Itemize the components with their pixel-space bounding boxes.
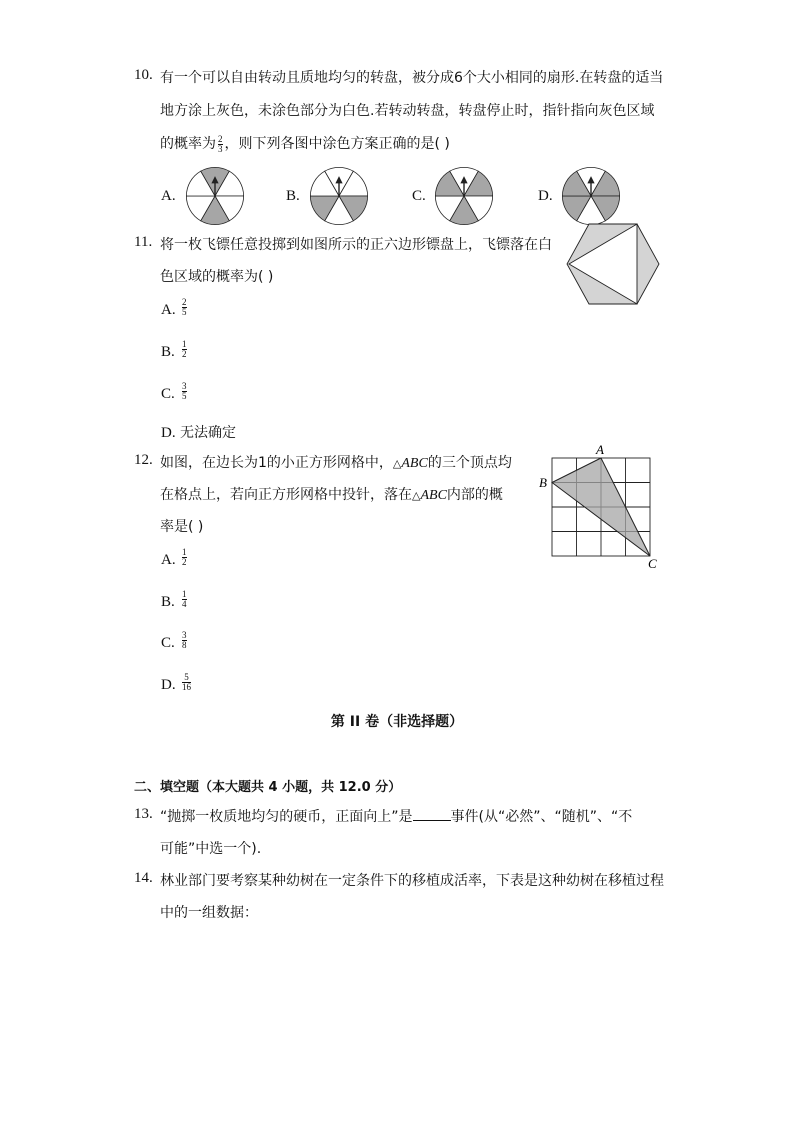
frac-den: 2 <box>182 349 187 359</box>
q13-line1 <box>160 806 632 826</box>
q12-line1-post: 的三个顶点均 <box>427 455 512 471</box>
frac-den: 4 <box>182 599 187 609</box>
frac-den: 5 <box>182 391 187 401</box>
frac-num: 2 <box>182 297 187 307</box>
frac-num: 1 <box>182 547 187 557</box>
q12-line1-pre: 如图，在边长为1的小正方形网格中， <box>160 455 393 471</box>
frac-num: 1 <box>182 339 187 349</box>
q10-option-d-label[interactable]: D. <box>538 188 553 204</box>
q14-number: 14. <box>134 870 153 886</box>
grid-triangle-figure <box>536 440 664 572</box>
q12-line2-post: 内部的概 <box>446 487 503 503</box>
q11-option-c-fraction[interactable] <box>182 382 187 401</box>
q11-option-a-fraction[interactable] <box>182 298 187 317</box>
q10-option-a-label[interactable]: A. <box>161 188 176 204</box>
q11-option-c-label[interactable]: C. <box>161 386 175 402</box>
q12-option-a-fraction[interactable] <box>182 548 187 567</box>
frac-den: 5 <box>182 307 187 317</box>
q11-option-b-label[interactable]: B. <box>161 344 175 360</box>
triangle-symbol: △ <box>392 457 402 470</box>
q12-option-d-fraction[interactable] <box>182 673 191 692</box>
q10-line3-post: ，则下列各图中涂色方案正确的是( ) <box>224 136 450 152</box>
q11-line2: 色区域的概率为( ) <box>160 269 274 285</box>
q13-line2: 可能”中选一个). <box>160 841 262 857</box>
vertex-c-label: C <box>648 556 657 571</box>
q12-line1 <box>160 452 512 472</box>
q14-line2: 中的一组数据： <box>160 905 258 921</box>
q12-option-b-fraction[interactable] <box>182 590 187 609</box>
frac-num: 1 <box>182 589 187 599</box>
vertex-b-label: B <box>539 475 547 490</box>
q11-option-a-label[interactable]: A. <box>161 302 176 318</box>
q10-option-c-label[interactable]: C. <box>412 188 426 204</box>
q10-line3 <box>160 133 450 154</box>
q12-line2 <box>160 484 503 504</box>
q10-frac-num: 2 <box>218 133 223 144</box>
q10-spinner-d[interactable] <box>561 166 621 226</box>
q10-line1: 有一个可以自由转动且质地均匀的转盘，被分成6个大小相同的扇形.在转盘的适当 <box>160 70 664 86</box>
q11-option-d-text: 无法确定 <box>180 425 237 441</box>
frac-den: 2 <box>182 557 187 567</box>
triangle-symbol: △ <box>412 489 421 502</box>
q10-number: 10. <box>134 67 153 83</box>
part2-heading: 二、填空题（本大题共 4 小题，共 12.0 分） <box>134 780 402 795</box>
q10-spinner-c[interactable] <box>434 166 494 226</box>
q12-line3: 率是( ) <box>160 519 204 535</box>
hexagon-dartboard <box>565 222 661 306</box>
q12-option-a-label[interactable]: A. <box>161 552 176 568</box>
q10-line2: 地方涂上灰色，未涂色部分为白色.若转动转盘，转盘停止时，指针指向灰色区域 <box>160 103 655 119</box>
section-title: 第 II 卷（非选择题） <box>330 714 464 730</box>
q10-option-b-label[interactable]: B. <box>286 188 300 204</box>
q10-fraction <box>218 135 223 154</box>
q13-line1-post: 事件(从“必然”、“随机”、“不 <box>450 809 633 825</box>
q11-option-d[interactable] <box>161 422 236 442</box>
q10-spinner-a[interactable] <box>185 166 245 226</box>
answer-blank[interactable] <box>413 806 451 821</box>
q12-line2-pre: 在格点上，若向正方形网格中投针，落在 <box>160 487 412 503</box>
q12-option-c-fraction[interactable] <box>182 631 187 650</box>
frac-den: 8 <box>182 640 187 650</box>
frac-num: 5 <box>184 672 189 682</box>
q11-line1: 将一枚飞镖任意投掷到如图所示的正六边形镖盘上，飞镖落在白 <box>160 237 552 253</box>
q13-number: 13. <box>134 806 153 822</box>
q10-spinner-b[interactable] <box>309 166 369 226</box>
q12-number: 12. <box>134 452 153 468</box>
q13-line1-pre: “抛掷一枚质地均匀的硬币，正面向上”是 <box>160 809 413 825</box>
q10-line3-pre: 的概率为 <box>160 136 216 152</box>
frac-den: 16 <box>182 682 191 692</box>
q11-option-d-label: D. <box>161 425 176 441</box>
q14-line1: 林业部门要考察某种幼树在一定条件下的移植成活率，下表是这种幼树在移植过程 <box>160 873 664 889</box>
q11-option-b-fraction[interactable] <box>182 340 187 359</box>
vertex-a-label: A <box>596 442 604 457</box>
abc-label: ABC <box>401 456 428 471</box>
q12-option-b-label[interactable]: B. <box>161 594 175 610</box>
frac-num: 3 <box>182 630 187 640</box>
frac-num: 3 <box>182 381 187 391</box>
abc-label: ABC <box>420 488 447 503</box>
q12-option-c-label[interactable]: C. <box>161 635 175 651</box>
q11-number: 11. <box>134 234 153 250</box>
q12-option-d-label[interactable]: D. <box>161 677 176 693</box>
q10-frac-den: 3 <box>218 143 223 154</box>
